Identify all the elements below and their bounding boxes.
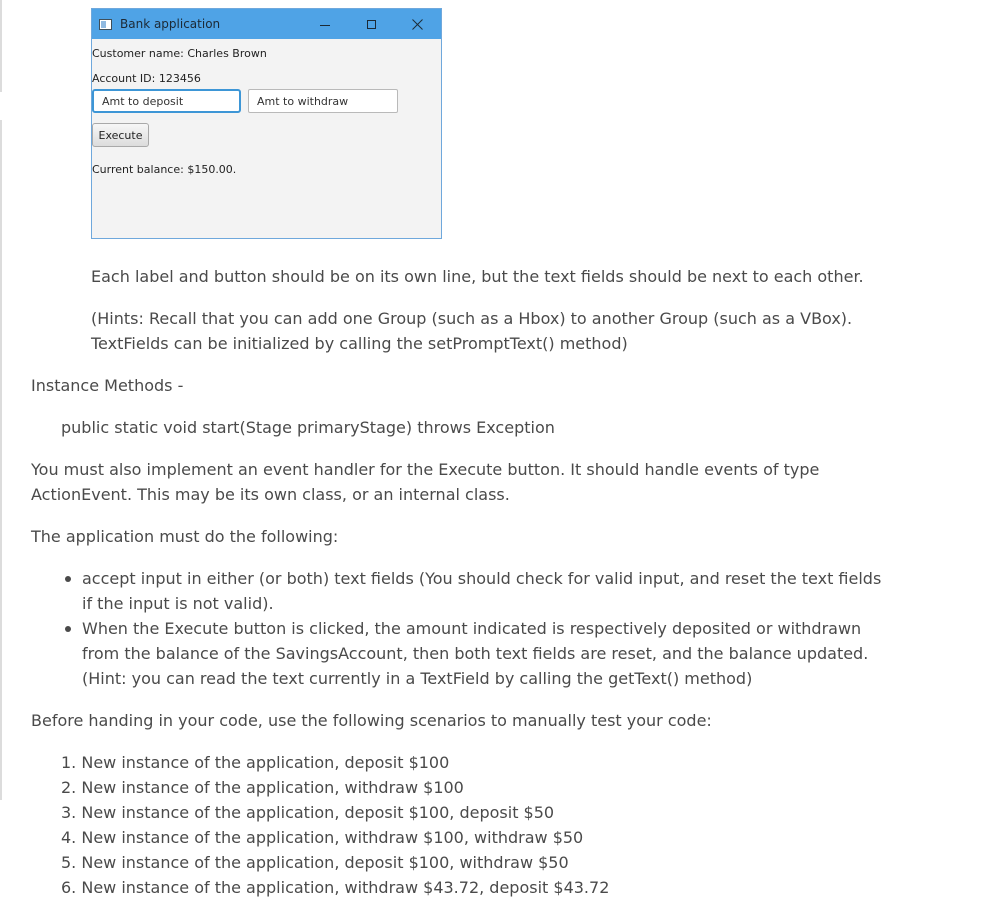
requirements-list — [82, 566, 882, 691]
list-item: accept input in either (or both) text fields (You should check for valid input, and reset the text fields if the input is not valid). — [82, 566, 882, 616]
list-item: 4. New instance of the application, withdraw $100, withdraw $50 — [61, 828, 584, 847]
event-handler-line: You must also implement an event handler for the Execute button. It should handle events of type — [31, 460, 820, 479]
event-handler-line: ActionEvent. This may be its own class, or an internal class. — [31, 485, 510, 504]
left-edge-divider — [0, 120, 2, 800]
close-button[interactable] — [394, 9, 440, 39]
account-id-label: Account ID: 123456 — [92, 72, 201, 85]
list-item: 6. New instance of the application, withdraw $43.72, deposit $43.72 — [61, 878, 610, 897]
requirements-heading: The application must do the following: — [31, 527, 339, 546]
maximize-icon — [367, 20, 376, 29]
start-method-signature: public static void start(Stage primaryStage) throws Exception — [61, 418, 555, 437]
minimize-button[interactable] — [302, 9, 348, 39]
testing-heading: Before handing in your code, use the following scenarios to manually test your code: — [31, 711, 712, 730]
list-item: 3. New instance of the application, deposit $100, deposit $50 — [61, 803, 555, 822]
execute-button[interactable]: Execute — [92, 123, 149, 147]
left-edge-divider — [0, 0, 2, 92]
list-item: 1. New instance of the application, deposit $100 — [61, 753, 450, 772]
maximize-button[interactable] — [348, 9, 394, 39]
window-content — [92, 39, 441, 239]
withdraw-input[interactable] — [248, 89, 398, 113]
list-item: When the Execute button is clicked, the amount indicated is respectively deposited or withdrawn from the balance of the SavingsAccount, then both text fields are reset, and the balance updated. (Hint: you can read the text currently in a TextField by calling the getText() method) — [82, 616, 882, 691]
window-titlebar[interactable] — [92, 9, 441, 39]
hint-line: (Hints: Recall that you can add one Group (such as a Hbox) to another Group (such as a VBox). — [91, 309, 853, 328]
list-item: 5. New instance of the application, deposit $100, withdraw $50 — [61, 853, 569, 872]
customer-name-label: Customer name: Charles Brown — [92, 47, 267, 60]
hints-paragraph — [91, 306, 891, 356]
hint-line: TextFields can be initialized by calling the setPromptText() method) — [91, 334, 628, 353]
minimize-icon — [320, 25, 330, 26]
close-icon — [412, 19, 423, 30]
test-scenarios-list — [61, 750, 609, 900]
instance-methods-heading: Instance Methods - — [31, 376, 184, 395]
window-title: Bank application — [120, 17, 221, 31]
list-item: 2. New instance of the application, withdraw $100 — [61, 778, 464, 797]
event-handler-paragraph — [31, 457, 851, 507]
deposit-input[interactable] — [92, 89, 241, 113]
bank-application-window — [91, 8, 442, 239]
current-balance-label: Current balance: $150.00. — [92, 163, 237, 176]
layout-instruction: Each label and button should be on its own line, but the text fields should be next to each other. — [91, 267, 864, 286]
window-app-icon — [99, 19, 112, 30]
